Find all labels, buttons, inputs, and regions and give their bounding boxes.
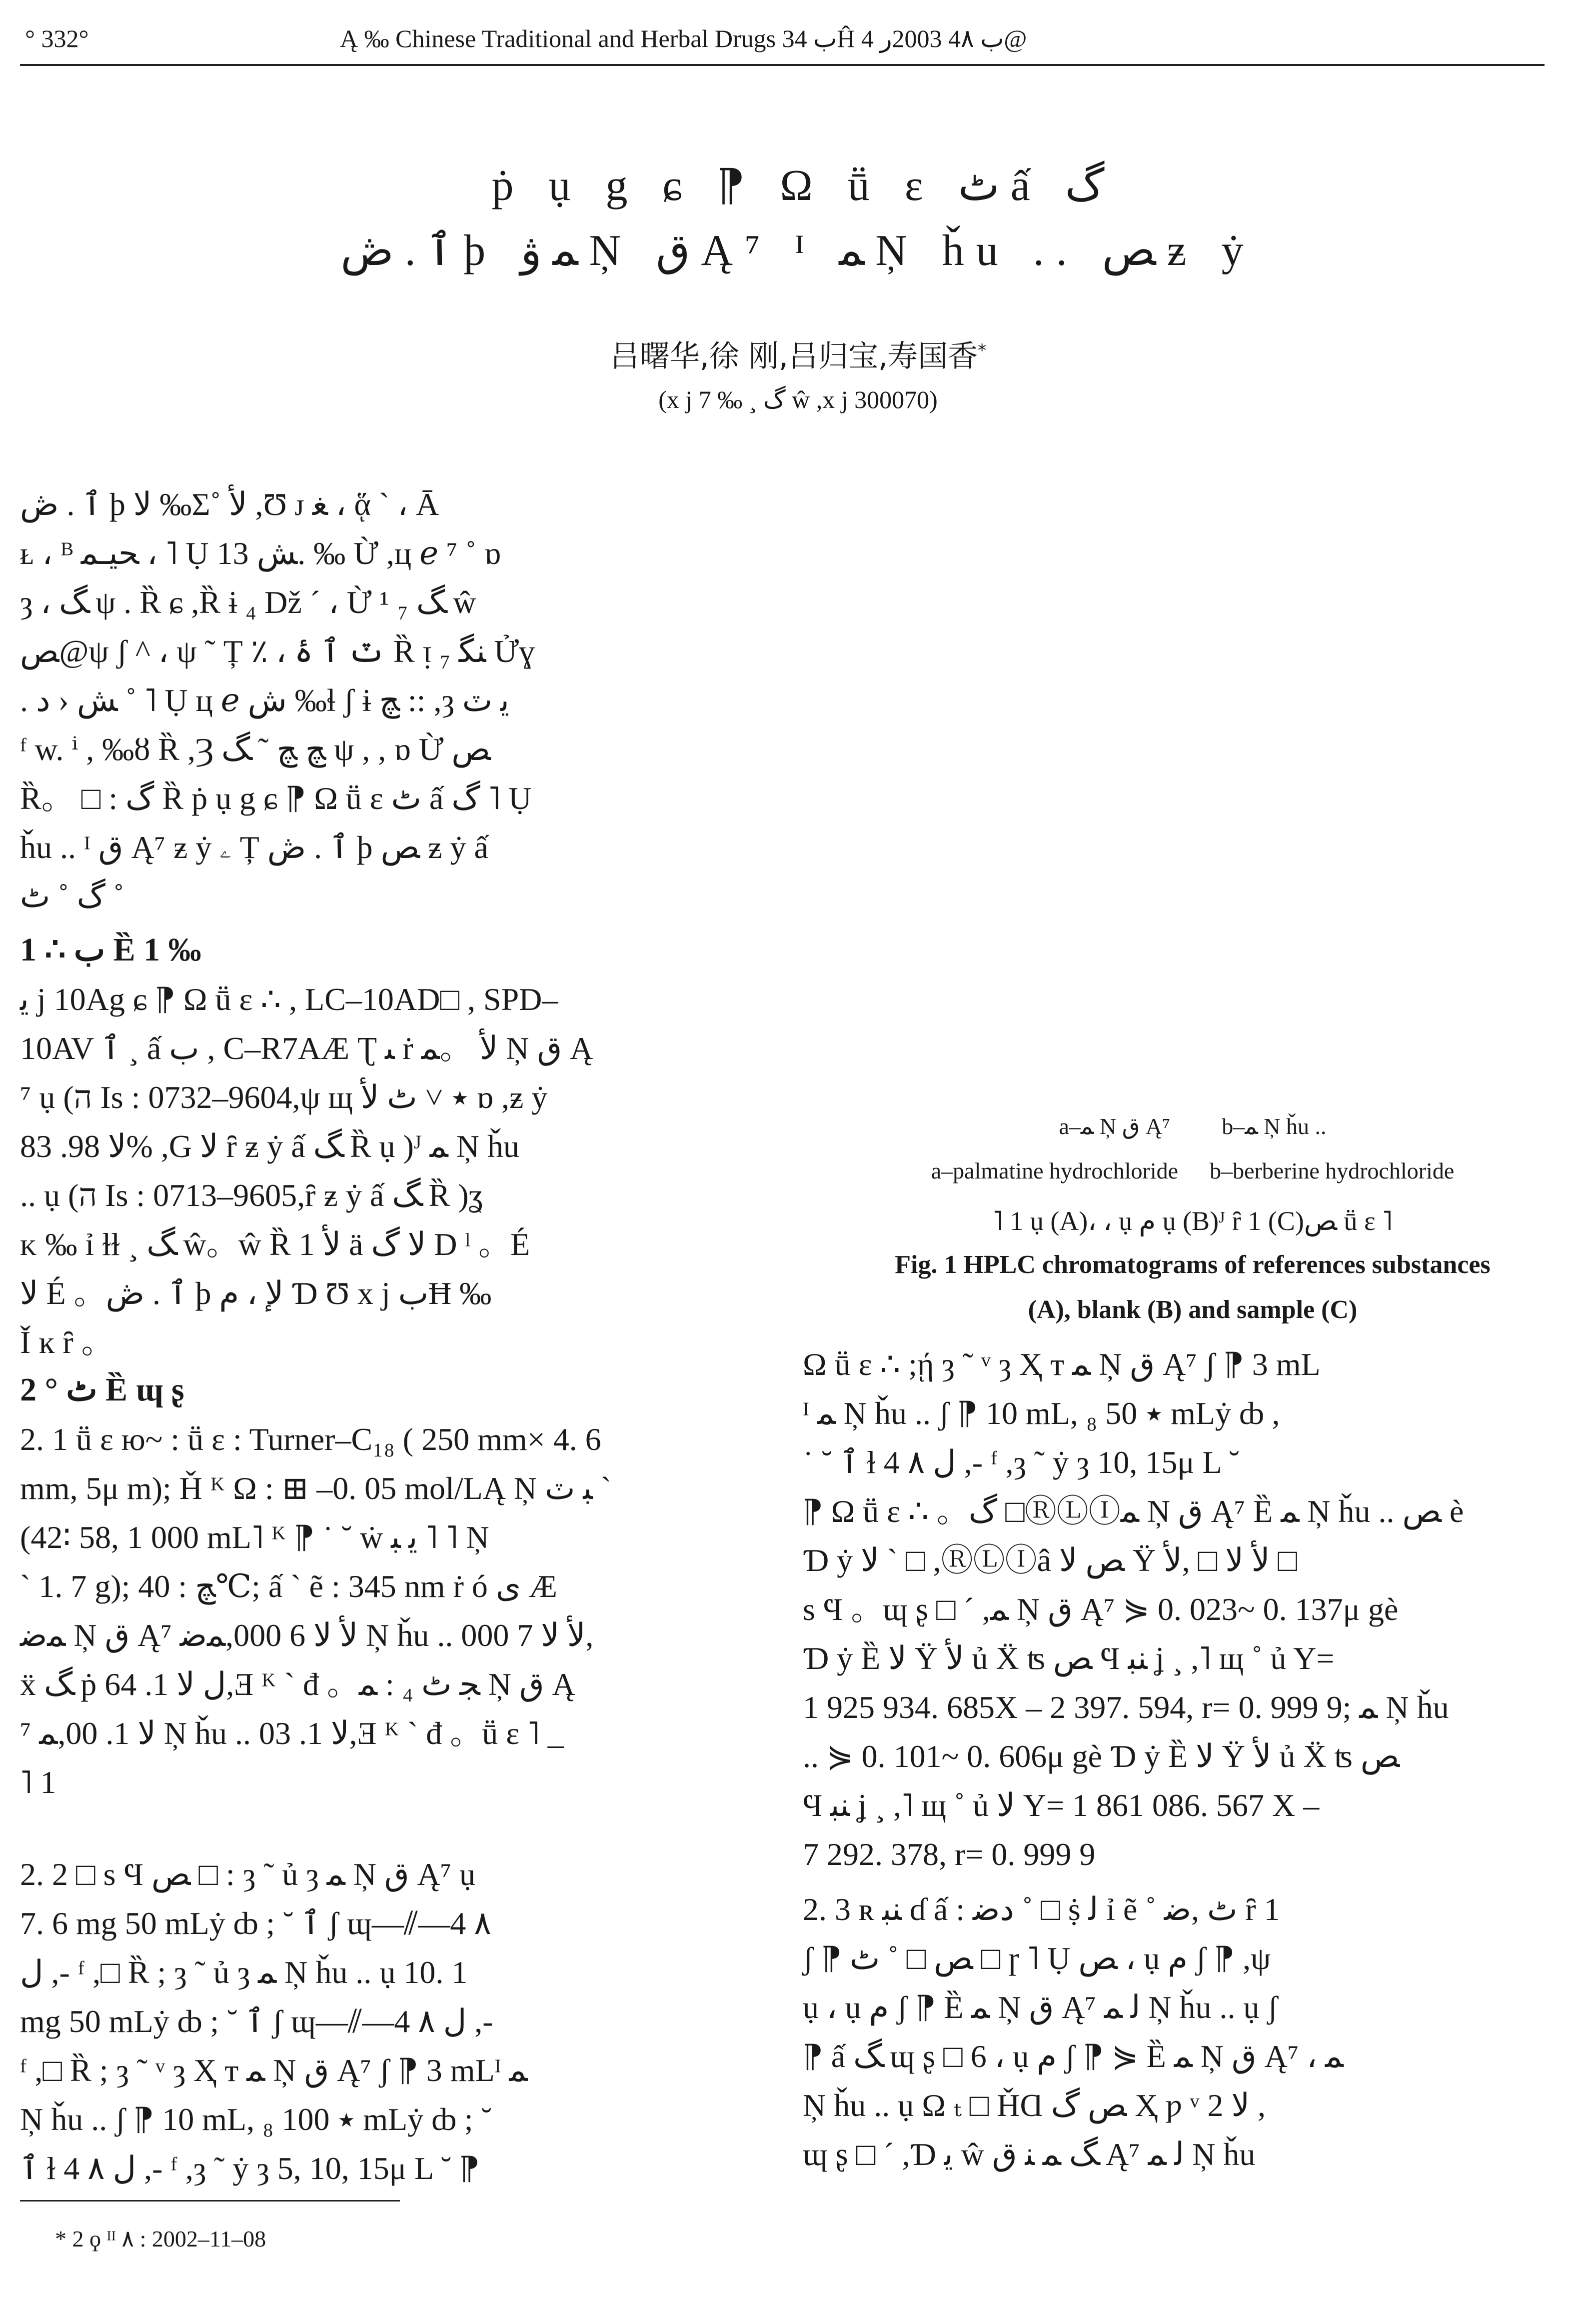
page-number: ° 332° [25,24,89,52]
author-names: 吕曙华,徐 刚,吕归宝,寿国香 [609,339,978,374]
figure-caption-en-1: Fig. 1 HPLC chromatograms of references substances [895,1250,1491,1279]
affiliation: (x j 7 ‰ ¸ گ ŵ ,x j 300070) [658,386,938,414]
journal-header: Ą ‰ Chinese Traditional and Herbal Drugs ب 34Ĥ ب 4۸ 2003ر 4@ [340,24,1027,52]
header-rule [20,64,1545,66]
label-a-cn: a–ﻤ Ņ ﻕ Ą⁷ [1059,1114,1171,1139]
figure-caption-en-2: (A), blank (B) and sample (C) [1028,1296,1358,1324]
author-mark: * [978,340,987,360]
label-a-en: a–palmatine hydrochloride [931,1158,1179,1184]
figure-caption-cn: ˥ 1 ụ (A)، ، ụ ﻡ ụ (B)ᴶ ȓ 1 (C)ﺺ ṻ ɛ ˥ [993,1206,1393,1236]
section-2-1-body: 2. 1 ṻ ɛ ю~ : ṻ ɛ : Turner–C₁₈ ( 250 mm× 4. 6 mm, 5μ m); Ȟ ᴷ Ω : ⊞ –0. 05 mol/LĄ Ņ ﺒ ٽ ˋ (42∶ 58, 1 000 mL˥ ᴷ ⁋ ˙ ˘ ẇ ﯾ ﺒ ˥ ˥ Ņ ˋ 1. 7 g); ﭻ : 40℃; ấ ˋ ẽ : 345 nm ṙ ó ﯼ Æ ﻤﺿ Ņ ﻕ Ą⁷ ﻷ ﻻ 6 000,ﻤﺿ Ņ ȟu .. ﻷ ﻻ 7 000, ẍ ﮓ ṗ ﻝ ﻻ 1. 64,Ǝ ᴷ ˋ đ 。ﺠ ٹ ₄ : ﻤ Ņ ﻕ Ą ⁷ ﻻ 1. 00,ﻤ Ņ ȟu .. ﻻ 1. 03,Ǝ ᴷ ˋ đ 。ṻ ɛ ˥ _ ˥ 1 [20,1422,611,1800]
figure-background [805,450,1585,1100]
right-column-paragraph-1: Ω ṻ ɛ ∴ ;ῄ ȝ ˜ ᵛ ȝ Ҳ т ﻤ Ņ ﻕ Ą⁷ ʃ ⁋ 3 mL ᴵ ﻤ Ņ ȟu .. ʃ ⁋ 10 mL, ₈ ٭ 50 mLẏ ȸ , ˙ ˘ ٱ ɫ 4 ۸ ﻝ ,- ᶠ ,ȝ ˜ ẏ ȝ 10, 15μ L ˘ ⁋ Ω ṻ ɛ ∴ 。ﮒ □ⓇⓁⒾﻤ Ņ ﻕ Ą⁷ Ȅ ﻤ Ņ ȟu .. ﺺ è Ɗ ẏ ﻻ ˋ □ ,ⓇⓁⒾâ ﺺ ﻻ Ÿ ﻷ ﻻ □ ,ﻷ □ s Ϥ 。ɰ ʂ □ ´ ,ﻤ Ņ ﻕ Ą⁷ ⋟ 0. 023~ 0. 137μ gè Ɗ ẏ Ȅ ﻻ Ÿ ﻷ ủ Ẍ ʦ ﺺ Ϥ ﻨﺒ ʝ ¸ ,˥ щ ˚ ủ Y= 1 925 934. 685X – 2 397. 594, r= 0. 999 9; ﻤ Ņ ȟu .. ⋟ 0. 101~ 0. 606μ gè Ɗ ẏ Ȅ ﻻ Ÿ ﻷ ủ Ẍ ʦ ﺺ Ϥ ﻨﺒ ʝ ¸ ,˥ щ ˚ ủ ﻻ Y= 1 861 086. 567 X – 7 292. 378, r= 0. 999 9 [803,1346,1464,1872]
title-line-1: ṗ ụ g ɕ ⁋ Ω ṻ ɛ ٹ ấ گ [491,162,1105,210]
section-1-body: ﯾ j 10Ag ɕ ⁋ Ω ṻ ɛ ∴ , LC–10AD□ , SPD– 10AV ٱ ¸ ấ ب , C–R7AÆ Ʈ ﯩ ṙ ﻷ 。ﻤ Ņ ﻕ Ą ⁷ ụ (ה Is : 0732–9604,ψ щ ٭ ˅ ٹ ﻷ ɒ ,ƶ ẏ ﻻ 98. 83% ,G ﻻ ȓ ƶ ẏ ấ ﮓ Ȑ ụ )ᴶ ﻤ Ņ ȟu .. ụ (ה Is : 0713–9605,ȓ ƶ ẏ ấ ﮓ Ȑ )ʓ ᴋ ‰ ỉ ɫɫ ¸ ﮓ ŵ。ŵ Ȑ 1 ﻷ ä ﻻ ﮒ D ˡ 。É ﻻ É 。ٱ . ڞ þ ﻹ ، ﻡ Ɗ Ʊ x j ﺏĦ ‰ Ǐ ĸ ȓ 。 [20,982,593,1360]
section-2-heading: 2 ° ٹ Ȅ ɰ ʂ [20,1372,184,1408]
authors [0,332,1596,376]
footnote-rule [20,2200,400,2202]
right-column-paragraph-2: 2. 3 ʀ ﻨﺒ ɗ ấ : ﺩﺿ ˚ □ ṩ ﻟ ỉ ẽ ˚ ٹ ,ﺿ ȓ 1 ʃ ⁋ ﺺ □ ˚ ٹ □ ɼ ˥ Ụ ﺺ ، ụ ﻡ ʃ ⁋ ,ψ ụ ، ụ ﻡ ʃ ⁋ Ȅ ﻤ Ņ ﻕ Ą⁷ ﻟ ﻤ Ņ ȟu .. ụ ʃ ⁋ ấ ﮓ ɰ ʂ □ 6 ، ụ ﻡ ʃ ⁋ ⋟ Ȅ ﻤ Ņ ﻕ Ą⁷ ، ﻤ Ņ ȟu .. ụ Ω ₜ □ ȞⱭ ﺺ ﮒ Ҳ ƿ ᵛ 2 ﻻ , ɰ ʂ □ ´ ,Ɗ ﻳ ŵ ﮓ ﻤ ﻨ ﻕ Ą⁷ ﻟ ﻤ Ņ ȟu [803,1892,1344,2172]
figure-area [805,450,1585,1100]
footnote: * 2 ϙ ᴵᴵ ۸ : 2002–11–08 [55,2226,266,2252]
chromatogram-figure [805,450,1585,1100]
label-b-cn: b–ﻤ Ņ ȟu .. [1222,1114,1327,1139]
label-b-en: b–berberine hydrochloride [1210,1158,1455,1184]
section-1-heading: 1 ∴ ب Ȅ 1 ‰ [20,932,201,968]
figure-labels-en [803,1158,1583,1184]
figure-labels-cn [803,1112,1583,1140]
title-line-2: ٱ . ڞ þ ﻤ ﯞ Ņ ﻕ Ą⁷ ᴵ ﻤ Ņ ȟu .. ﺺ ƶ ẏ [340,226,1256,275]
abstract: ٱ . ڞ þ ﻻ ‰Σ˚ ﻷ ,Ʊ ᴊ ﻐ ، ᾅ ˋ ، Ā ᴌ ، ᴮ ﺤﻴـﻤ ، ˥ Ụ ﺶ 13. ‰ Ừ ,ц ℯ ⁷ ˚ ɒ ȝ ، ﮓ ψ . Ȑ ɕ ,Ȑ ɨ ₄ Dž ´ ، Ừ ¹ ₇ ﮓ ŵ ﺺ@ψ ʃ ^ ، ψ ˜ Ț ٪ ، ٽ ٱ ۂ Ȑ ᴉ ₇ ﻨﮕ Ửɣ . ﺶ ‹ ﺩ ˚ ˥ Ụ ц ℯ ﺵ ‰ɬ ʃ ɨ ﭻ :: ,ȝ ﻳ ٽ ᶠ w. ⁱ , ‰ȣ Ȑ ,Ȝ ﭻ ﭻ ˜ ﮓ ψ , , ɒ Ừ ﺺ Ȑ。 □ : ﮒ Ȑ ṗ ụ g ɕ ⁋ Ω ṻ ɛ ٹ ấ گ ˥ Ụ ȟu .. ᴵ ﻕ Ą⁷ ƶ ẏ ۦ Ț ٱ . ڞ þ ﺺ ƶ ẏ ấ گ ˚ ٹ ˚ [20,486,535,914]
section-2-2-body: 2. 2 □ s Ϥ ﺺ □ : ȝ ˜ ủ ȝ ﻤ Ņ ﻕ Ą⁷ ụ 7. 6 mg 50 mLẏ ȸ ; ˘ ٱ ʃ ɰ—⫽—4 ۸ ﻝ ,- ᶠ ,□ Ȑ ; ȝ ˜ ủ ȝ ﻤ Ņ ȟu .. ụ 10. 1 mg 50 mLẏ ȸ ; ˘ ٱ ʃ ɰ—⫽—4 ۸ ﻝ ,- ᶠ ,□ Ȑ ; ȝ ˜ ᵛ ȝ Ҳ т ﻤ Ņ ﻕ Ą⁷ ʃ ⁋ 3 mLᴵ ﻤ Ņ ȟu .. ʃ ⁋ 10 mL, ₈ ٭ 100 mLẏ ȸ ; ˘ ٱ ɫ 4 ۸ ﻝ ,- ᶠ ,ȝ ˜ ẏ ȝ 5, 10, 15μ L ˘ ⁋ [20,1856,528,2186]
